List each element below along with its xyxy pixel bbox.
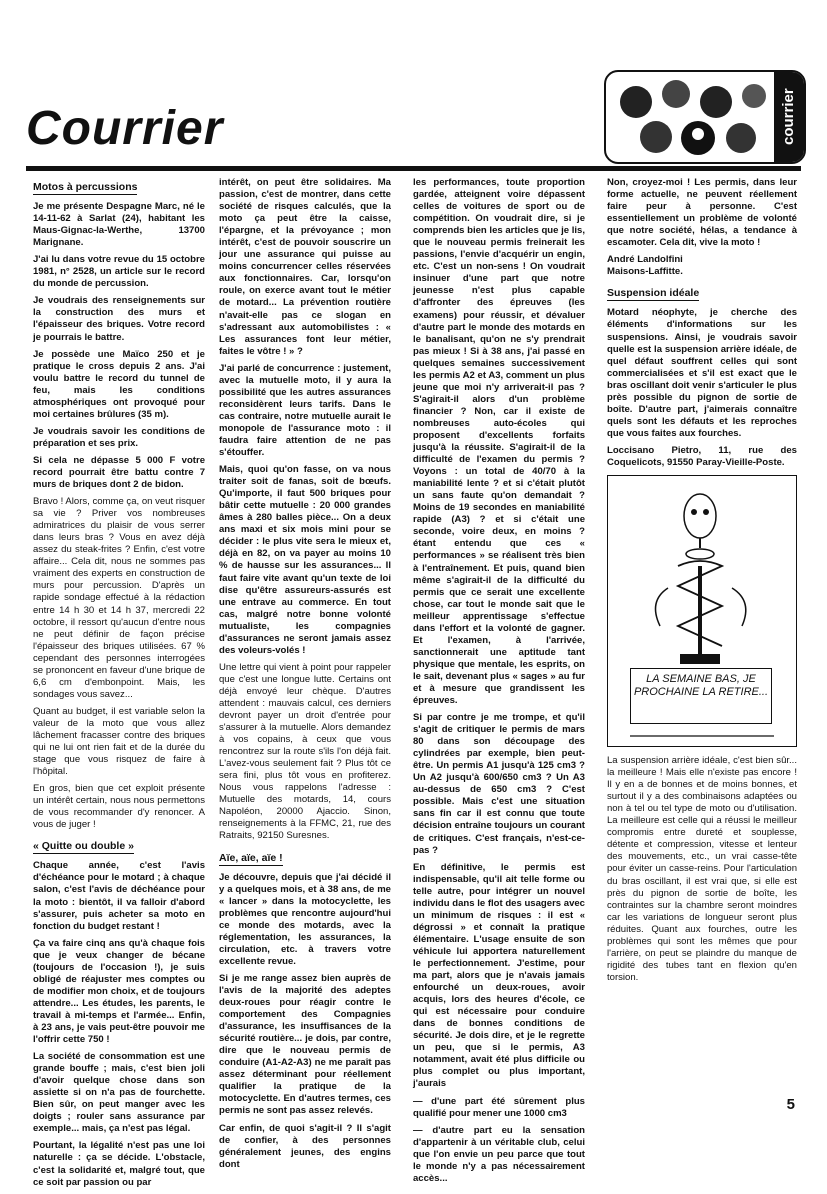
letter-paragraph: En définitive, le permis est indispensable, qu'il ait telle forme ou telle autre, pour intégrer un nouvel individu dans le flot des usagers avec un minimum de risques : il est « dégrossi » et connaît la pratique élémentaire. L'usage ensuite de son véhicule lui apportera naturellement le perfectionnement. J'estime, pour ma part, alors que je n'avais jamais enfourché un deux-roues, avoir acquis, lors des heures d'école, ce qui est nécessaire pour conduire dans de bonnes conditions de sécurité. Je dois dire, et je le regrette un peu, que si le permis, A3 notamment, avait été plus difficile ou plus complet ou plus important, j'aurais bbox=[413, 861, 585, 1090]
letter-paragraph: Je me présente Despagne Marc, né le 14-11-62 à Sarlat (24), habitant les Maus-Gignac-la-Werthe, 13700 Marignane. bbox=[33, 201, 205, 249]
reply-paragraph: En gros, bien que cet exploit présente un intérêt certain, nous nous permettons de vous recommander d'y renoncer. A vous de juger ! bbox=[33, 783, 205, 831]
letter-paragraph: Non, croyez-moi ! Les permis, dans leur forme actuelle, ne peuvent réellement faire peur à personne. C'est essentiellement un problème de volonté que notre société, hélas, a tendance à escamoter. Cela dit, vive la moto ! bbox=[607, 177, 797, 249]
letter-paragraph: J'ai lu dans votre revue du 15 octobre 1981, n° 2528, un article sur le record du monde de percussion. bbox=[33, 254, 205, 290]
letter-paragraph: — d'une part été sûrement plus qualifié pour mener une 1000 cm3 bbox=[413, 1095, 585, 1119]
reply-paragraph: Une lettre qui vient à point pour rappeler que c'est une longue lutte. Certains ont déjà envoyé leur chèque. D'autres attendent : mauvais calcul, ces derniers devront payer un droit d'entrée pour s'assurer à la mutuelle. Alors demandez à vos copains, à ceux que vous rencontrez sur la route s'ils l'on déjà fait. L'avez-vous seulement fait ? Plus tôt ce sera fini, plus tôt vous en profiterez. Nous vous rappelons l'adresse : Mutuelle des motards, 14, cours Napoléon, 20000 Ajaccio. Sinon, renseignements à la FFMC, 21, rue des Ratraits, 92150 Suresnes. bbox=[219, 661, 391, 842]
letter-paragraph: Pourtant, la légalité n'est pas une loi naturelle : ça se décide. L'obstacle, c'est la solidarité et, malgré tout, que ce soit par passion ou par bbox=[33, 1140, 205, 1188]
column-4 bbox=[607, 177, 797, 989]
letter-paragraph: Si cela ne dépasse 5 000 F votre record pourrait être battu contre 7 murs de briques dont 2 de bidon. bbox=[33, 454, 205, 491]
letter-paragraph: Car enfin, de quoi s'agit-il ? Il s'agit de confier, à des personnes généralement jeunes, des engins dont bbox=[219, 1122, 391, 1170]
column-3 bbox=[413, 177, 585, 1190]
letter-paragraph: Motard néophyte, je cherche des éléments d'informations sur les suspensions. Ainsi, je voudrais savoir quelle est la suspension arrière idéale, de quel défaut souffrent celles qui sont commercialisées et s'il est exact que le bras oscillant doit venir s'articuler le plus près possible du pignon de sortie de boîte. D'autre part, j'aimerais connaître quels sont les défauts et les reproches que vous faites aux fourches. bbox=[607, 307, 797, 439]
logo-label: courrier bbox=[774, 72, 804, 162]
letter-paragraph: les performances, toute proportion gardée, atteignent voire dépassent celles de voitures de sport ou de compétition. On voudrait dire, si je comprends bien les articles que je lis, que le nouveau permis freinerait les passions, l'envie d'acquérir un engin, etc. C'est un non-sens ! On voudrait insinuer d'une part que notre jeunesse n'est plus capable d'affronter des épreuves (les examens) pour réussir, et dévaluer d'autre part le monde des motards en le banalisant, qu'on ne s'y prendrait pas mieux ! Si à 38 ans, j'ai passé en quelques semaines successivement les permis A2 et A3, comment un plus jeune que moi n'y arriverait-il pas ? S'agirait-il alors d'un problème financier ? Non, car il existe de nombreuses auto-écoles qui proposent d'excellents forfaits jusqu'à la réussite. S'agirait-il de la difficulté de l'examen du permis ? Voyons : un total de 40/70 à la maniabilité lente ? et si c'était plutôt un sans faute qu'on demandait ? Moins de 19 secondes en maniabilité rapide (A3) ? et si c'était une seconde, voire deux, en moins ? étant entendu que ces « performances » se réalisent très bien à l'entraînement. Et puis, quand bien même s'agirait-il de la difficulté du permis que ce serait une excellente chose, car tout le monde sait que le meilleur apprentissage s'effectue dans l'effort et la volonté de gagner. Et l'examen, à l'arrivée, sanctionnerait une aptitude tant physique que mentale, les esprits, on le sait, devenant plus « sages » au fur et à mesure que grandissent les épreuves. bbox=[413, 177, 585, 707]
page-number: 5 bbox=[786, 1096, 795, 1113]
letter-paragraph: Chaque année, c'est l'avis d'échéance pour le motard ; à chaque salon, c'est l'avis de déchéance pour la moto : bientôt, il va falloir d'abord s'assurer, puis acheter sa moto en fonction du budget restant ! bbox=[33, 860, 205, 932]
letter-paragraph: Je voudrais des renseignements sur la construction des murs et l'épaisseur des briques. Votre record je pourrais le battre. bbox=[33, 295, 205, 343]
reply-paragraph: La suspension arrière idéale, c'est bien sûr... la meilleure ! Mais elle n'existe pas encore ! Il y en a de bonnes et de moins bonnes, et surtout il y a des combinaisons adaptées ou non à tel ou tel type de moto ou d'utilisation. La meilleure est celle qui a réussi le meilleur compromis entre dureté et souplesse, détente et compression, vitesse et lenteur des mouvements, etc., un vrai casse-tête pour éviter un casse-reins. Pour l'articulation du bras oscillant, il est vrai que, si elle est près du pignon de sortie de boîte, les contraintes sur la chambre seront moindres car les variations de longueur seront plus réduites. Quant aux fourches, outre les problèmes qui sont les mêmes que pour l'arrière, on peut se plaindre du manque de rigidité des tubes tant en flexion qu'en torsion. bbox=[607, 755, 797, 983]
letter-paragraph: Mais, quoi qu'on fasse, on va nous traiter soit de fanas, soit de bœufs. Qu'importe, il faut 500 briques pour bâtir cette mutuelle : 20 000 grandes âmes à 280 balles pièce... On a deux ans maxi et six mois mini pour se décider : le plus vite sera le mieux et, déjà en 82, on va payer au moins 10 % de hausse sur les assurances... Il faut faire vite avant qu'un texte de loi dise qu'être assureurs-assurés est une entrave au commerce. En tout cas, malgré notre bonne volonté mutualiste, les compagnies d'assurances ne seront jamais assez des voleurs-volés ! bbox=[219, 464, 391, 656]
title-rule bbox=[26, 166, 801, 171]
letter-paragraph: Si je me range assez bien auprès de l'avis de la majorité des adeptes deux-roues pour réagir contre le comportement des Compagnies d'assurance, les insuffisances de la sécurité routière... je dois, par contre, dire que le nouveau permis de conduire (A1-A2-A3) ne me paraît pas assez déterminant pour réellement qualifier la pratique de la motocyclette. En d'autres termes, ces permis ne sont pas assez relevés. bbox=[219, 972, 391, 1117]
letter-signature: Loccisano Pietro, 11, rue des Coquelicots, 91550 Paray-Vieille-Poste. bbox=[607, 444, 797, 468]
letter-paragraph: intérêt, on peut être solidaires. Ma passion, c'est de montrer, dans cette société de risques calculés, que la moto ça peut être la caisse, l'épargne, et la prévoyance ; mon intérêt, c'est de pouvoir souscrire un jour une assurance qui puisse au moins concurrencer celles réservées aux fonctionnaires. Car, lorsqu'on roule, on exerce avant tout le métier de motard... La prévention routière n'avait-elle pas ce slogan en s'adressant aux automobilistes : « Les assurances font leur métier, faites le vôtre ! » ? bbox=[219, 177, 391, 357]
cartoon-sign: LA SEMAINE BAS, JE PROCHAINE LA RETIRE... bbox=[630, 668, 772, 724]
letter-heading: Suspension idéale bbox=[607, 287, 699, 301]
faces-illustration-icon bbox=[606, 72, 774, 162]
reply-paragraph: Quant au budget, il est variable selon la valeur de la moto que vous allez lâchement fracasser contre des briques qui ne lui ont rien fait et de la durée du stage que vous risquez de faire à l'hôpital. bbox=[33, 705, 205, 778]
letter-paragraph: Je possède une Maïco 250 et je pratique le cross depuis 2 ans. J'ai voulu battre le record du tunnel de feu, mais les conditions atmosphériques ont provoqué pour moi certaines brûlures (35 m). bbox=[33, 348, 205, 420]
reply-paragraph: Bravo ! Alors, comme ça, on veut risquer sa vie ? Priver vos nombreuses admiratrices du plaisir de vous serrer dans leurs bras ? Vous en avez déjà assez du steak-frites ? Enfin, c'est votre affaire... Cela dit, nous ne sommes pas vraiment des experts en construction de murs pour percussion. D'après un rapide sondage effectué à la rédaction entre 14 h 30 et 14 h 37, mercredi 22 octobre, il ressort qu'aucun d'entre nous ne peut définir de façon précise l'épaisseur des briques utilisées. 67 % cependant des personnes interrogées se prononcent en faveur d'une brique de 6,6 cm d'embonpoint. Mais, les sondages vous savez... bbox=[33, 496, 205, 700]
column-2 bbox=[219, 177, 391, 1176]
letter-paragraph: Ça va faire cinq ans qu'à chaque fois que je veux changer de bécane (toujours de l'occasion !), je suis obligé de réajuster mes comptes ou de modifier mon choix, et de toujours attendre... Les études, les parents, le travail à mi-temps et l'armée... Enfin, à 23 ans, je vais peut-être pouvoir me l'offrir cette 750 ! bbox=[33, 937, 205, 1046]
letter-paragraph: Si par contre je me trompe, et qu'il s'agit de critiquer le permis de mars 80 dans son découpage des cylindrées par exemple, bien peut-être. Un permis A1 jusqu'à 125 cm3 ? Un A2 jusqu'à 600/650 cm3 ? Un A3 au-dessus de 650 cm3 ? C'est possible. Mais c'est une situation sans fin car il est connu que toute décision entraîne toujours un courant de critiques. C'est français, n'est-ce-pas ? bbox=[413, 712, 585, 856]
letter-paragraph: — d'autre part eu la sensation d'appartenir à un véritable club, celui que l'on envie un peu parce que tout le monde n'y a pas nécessairement accès... bbox=[413, 1124, 585, 1184]
letter-paragraph: Je voudrais savoir les conditions de préparation et ses prix. bbox=[33, 425, 205, 449]
section-logo bbox=[604, 70, 806, 164]
column-1 bbox=[33, 177, 205, 1194]
letter-signature-place: Maisons-Laffitte. bbox=[607, 266, 683, 278]
page-title: Courrier bbox=[26, 102, 224, 155]
cartoon-illustration bbox=[607, 475, 797, 747]
letter-signature: André Landolfini bbox=[607, 254, 683, 266]
letter-paragraph: J'ai parlé de concurrence : justement, avec la mutuelle moto, il y aura la possibilité que les autres assurances reconsidèrent leurs tarifs. Dans le cas contraire, notre mutuelle aurait le monopole de l'assurance moto : il faudra faire attention de ne pas s'étouffer. bbox=[219, 362, 391, 459]
letter-heading: « Quitte ou double » bbox=[33, 840, 134, 854]
letter-heading: Aïe, aïe, aïe ! bbox=[219, 852, 283, 866]
letter-paragraph: Je découvre, depuis que j'ai décidé il y a quelques mois, et à 38 ans, de me « lancer » dans la motocyclette, les problèmes que rencontre aujourd'hui ce monde des motards, avec la réglementation, les assurances, la circulation, etc. à travers votre excellente revue. bbox=[219, 871, 391, 967]
letter-heading: Motos à percussions bbox=[33, 181, 137, 195]
letter-paragraph: La société de consommation est une grande bouffe ; mais, c'est bien joli d'avoir quelque chose dans son assiette si on n'a pas de fourchette. Bien sûr, on peut manger avec les doigts ; rouler sans assurance par exemple... mais, ça n'est pas légal. bbox=[33, 1051, 205, 1135]
